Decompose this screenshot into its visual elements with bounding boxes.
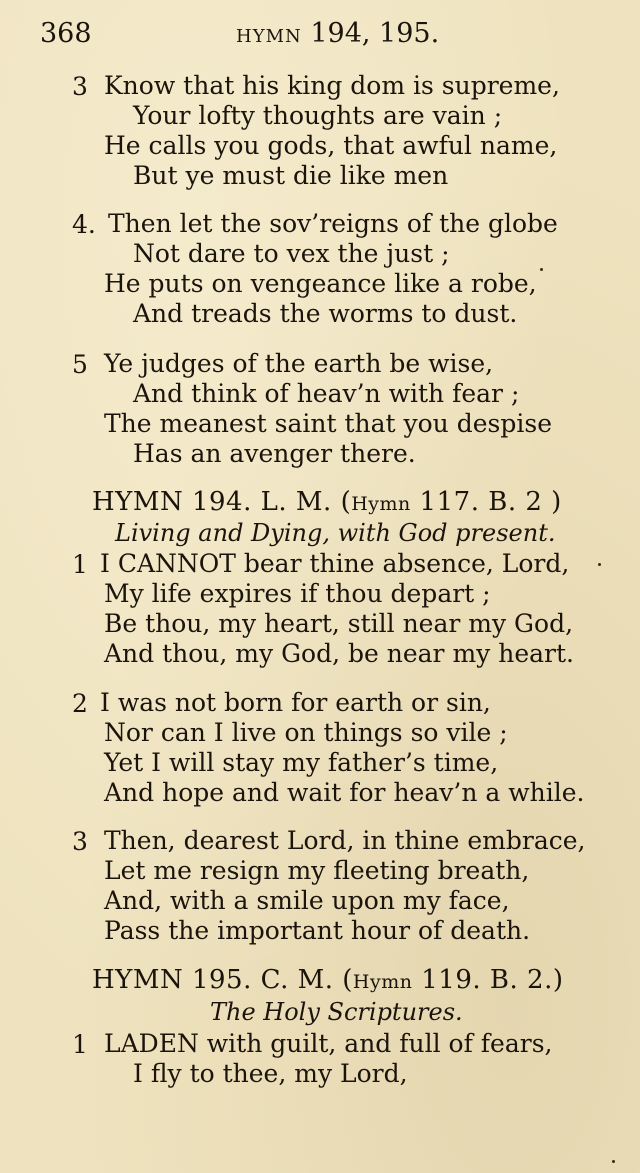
hymn-subtitle: The Holy Scriptures. xyxy=(210,998,463,1026)
verse-line: Let me resign my fleeting breath, xyxy=(104,856,530,885)
verse-line: Then let the sov’reigns of the globe xyxy=(108,209,558,238)
verse-line: And treads the worms to dust. xyxy=(133,299,518,328)
paper-speck xyxy=(598,563,601,566)
verse-line: He puts on vengeance like a robe, xyxy=(104,269,537,298)
running-head-numbers: 194, 195. xyxy=(310,18,440,49)
stanza-number: 1 xyxy=(72,1030,88,1059)
page-number: 368 xyxy=(40,18,92,49)
verse-line: And hope and wait for heav’n a while. xyxy=(104,778,585,807)
verse-line: Then, dearest Lord, in thine embrace, xyxy=(104,826,586,855)
paper-speck xyxy=(612,1160,615,1163)
stanza-number: 5 xyxy=(72,350,88,379)
verse-line: And thou, my God, be near my heart. xyxy=(104,639,574,668)
hymn-title-main: HYMN 195. C. M. ( xyxy=(92,965,353,995)
verse-line: I fly to thee, my Lord, xyxy=(133,1059,408,1088)
verse-line: Pass the important hour of death. xyxy=(104,916,531,945)
verse-line: Yet I will stay my father’s time, xyxy=(104,748,499,777)
verse-line: Your lofty thoughts are vain ; xyxy=(133,101,503,130)
verse-line: Nor can I live on things so vile ; xyxy=(104,718,508,747)
verse-line: Be thou, my heart, still near my God, xyxy=(104,609,574,638)
hymn-title-ref-rest: 117. B. 2 ) xyxy=(410,487,562,517)
stanza-number: 3 xyxy=(72,72,88,101)
hymn-title-main: HYMN 194. L. M. ( xyxy=(92,487,352,517)
hymn-title-ref-rest: 119. B. 2.) xyxy=(412,965,564,995)
stanza-number: 2 xyxy=(72,689,88,718)
verse-line: And think of heav’n with fear ; xyxy=(133,379,520,408)
hymn-title xyxy=(92,965,564,995)
verse-line: And, with a smile upon my face, xyxy=(104,886,510,915)
verse-line: I was not born for earth or sin, xyxy=(100,688,491,717)
hymn-subtitle: Living and Dying, with God present. xyxy=(115,519,556,547)
hymn-title-ref-word: Hymn xyxy=(352,971,413,993)
hymn-title-ref-word: Hymn xyxy=(351,493,411,515)
verse-line: LADEN with guilt, and full of fears, xyxy=(104,1029,553,1058)
stanza-number: 1 xyxy=(72,550,88,579)
verse-line: Ye judges of the earth be wise, xyxy=(104,349,494,378)
paper-speck xyxy=(540,268,543,271)
verse-line: The meanest saint that you despise xyxy=(104,409,552,438)
verse-line: But ye must die like men xyxy=(133,161,449,190)
stanza-number: 4. xyxy=(72,210,96,239)
verse-line: Know that his king dom is supreme, xyxy=(104,71,560,100)
verse-line: He calls you gods, that awful name, xyxy=(104,131,558,160)
verse-line: My life expires if thou depart ; xyxy=(104,579,491,608)
hymn-title xyxy=(92,487,562,517)
stanza-number: 3 xyxy=(72,827,88,856)
running-head xyxy=(236,18,439,49)
running-head-prefix: HYMN xyxy=(236,26,302,47)
verse-line: Not dare to vex the just ; xyxy=(133,239,450,268)
verse-line: Has an avenger there. xyxy=(133,439,416,468)
verse-line: I CANNOT bear thine absence, Lord, xyxy=(100,549,570,578)
